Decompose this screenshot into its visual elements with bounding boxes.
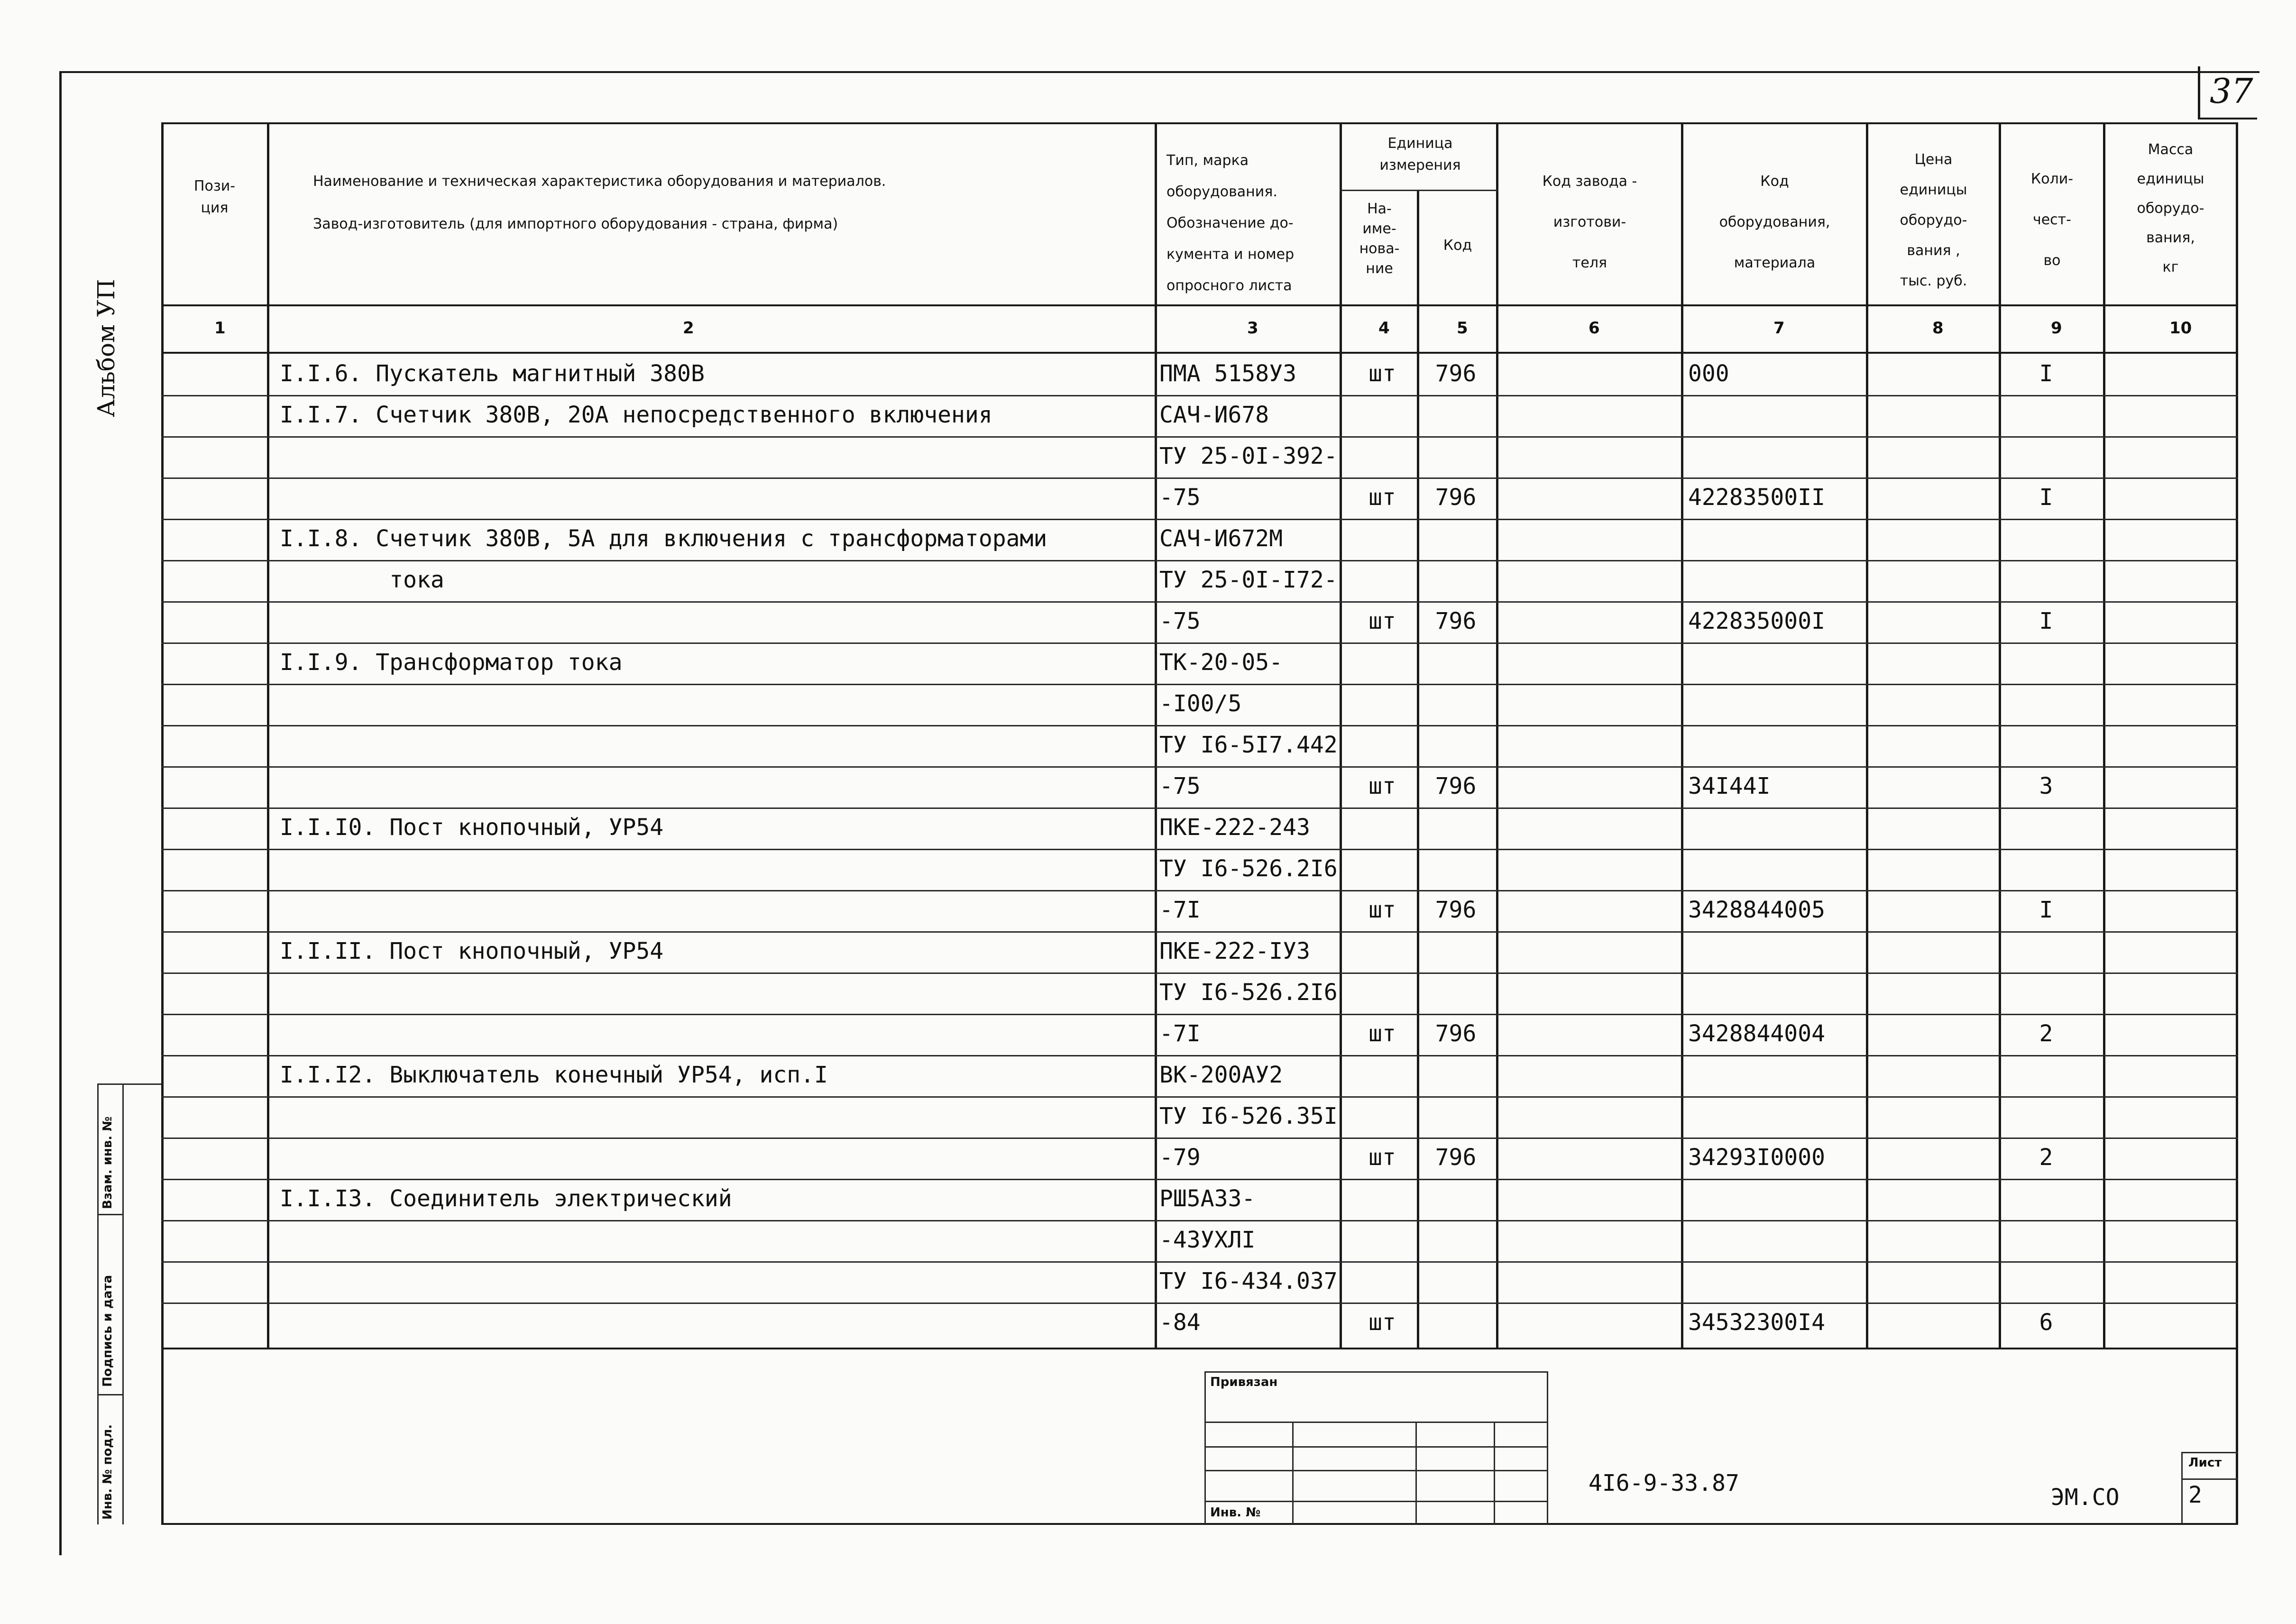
section-code: ЭМ.СО	[2051, 1484, 2120, 1511]
quantity-cell: I	[2039, 360, 2053, 387]
type-mark-cell: САЧ-И678	[1159, 402, 1269, 428]
stamp-inv-original: Инв. № подл.	[101, 1424, 115, 1520]
sheet-box-mid	[2181, 1478, 2238, 1480]
page-number-box-left	[2198, 66, 2200, 119]
type-mark-cell: ТУ 25-0I-I72-	[1159, 567, 1338, 593]
row-divider	[161, 1014, 2238, 1015]
stamp-replacement-inv: Взам. инв. №	[101, 1116, 115, 1209]
quantity-cell: 3	[2039, 773, 2053, 799]
tb-line-2	[1204, 1422, 1548, 1423]
row-divider	[161, 973, 2238, 974]
row-divider	[161, 1261, 2238, 1263]
type-mark-cell: -75	[1159, 608, 1201, 634]
item-name-cell: I.I.6. Пускатель магнитный 380В	[280, 360, 705, 387]
row-divider	[161, 519, 2238, 520]
col-divider-6	[1681, 122, 1683, 1349]
sheet-number: 2	[2188, 1482, 2202, 1508]
unit-code-cell: 796	[1435, 484, 1477, 511]
equipment-code-cell: 42283500II	[1688, 484, 1825, 511]
row-divider	[161, 1055, 2238, 1056]
unit-code-cell: 796	[1435, 897, 1477, 923]
header-factory-code: Код завода - изготови- теля	[1542, 173, 1637, 271]
row-divider	[161, 807, 2238, 809]
tb-line-top	[1204, 1371, 1548, 1373]
header-mass: Масса единицы оборудо- вания, кг	[2137, 141, 2204, 275]
item-name-cell: I.I.7. Счетчик 380В, 20А непосредственного включения	[280, 402, 992, 428]
header-bottom-border	[161, 304, 2238, 306]
unit-code-cell: 796	[1435, 608, 1477, 634]
col-divider-3	[1340, 122, 1342, 1349]
type-mark-cell: ТУ I6-526.2I6	[1159, 979, 1338, 1006]
type-mark-cell: ТК-20-05-	[1159, 649, 1283, 676]
header-quantity: Коли- чест- во	[2030, 171, 2074, 269]
row-divider	[161, 684, 2238, 685]
type-mark-cell: -I00/5	[1159, 690, 1242, 717]
row-divider	[161, 1138, 2238, 1139]
sheet-box-top	[2181, 1452, 2238, 1453]
col-divider-8	[1999, 122, 2001, 1349]
unit-name-cell: шт	[1368, 773, 1396, 799]
type-mark-cell: ТУ I6-434.037	[1159, 1268, 1338, 1294]
album-label: Альбом УП	[92, 279, 120, 417]
colnum-bottom-border	[161, 352, 2238, 354]
stamp-signature-date: Подпись и дата	[101, 1275, 115, 1387]
col-divider-2	[1155, 122, 1157, 1349]
tb-line-5	[1204, 1501, 1548, 1502]
quantity-cell: I	[2039, 897, 2053, 923]
equipment-code-cell: 34293I0000	[1688, 1144, 1825, 1171]
row-divider	[161, 436, 2238, 438]
row-divider	[161, 601, 2238, 603]
header-unit-code: Код	[1443, 237, 1472, 254]
type-mark-cell: -43УХЛI	[1159, 1227, 1256, 1253]
quantity-cell: 2	[2039, 1020, 2053, 1047]
type-mark-cell: ПМА 5158УЗ	[1159, 360, 1296, 387]
equipment-code-cell: 34I44I	[1688, 773, 1771, 799]
equipment-code-cell: 000	[1688, 360, 1729, 387]
side-stamp-left	[97, 1083, 99, 1524]
unit-name-cell: шт	[1368, 1309, 1396, 1336]
type-mark-cell: ПКЕ-222-243	[1159, 814, 1310, 841]
doc-code: 4I6-9-33.87	[1589, 1470, 1739, 1496]
unit-name-cell: шт	[1368, 360, 1396, 387]
unit-code-cell: 796	[1435, 773, 1477, 799]
item-name-cell: I.I.9. Трансформатор тока	[280, 649, 623, 676]
unit-name-cell: шт	[1368, 1144, 1396, 1171]
tb-vline-1	[1204, 1371, 1206, 1524]
unit-code-cell: 796	[1435, 1144, 1477, 1171]
table-left-border	[161, 122, 164, 1525]
type-mark-cell: -84	[1159, 1309, 1201, 1336]
col-divider-5	[1496, 122, 1498, 1349]
col-divider-7	[1866, 122, 1868, 1349]
quantity-cell: 6	[2039, 1309, 2053, 1336]
item-name-cell: I.I.8. Счетчик 380В, 5А для включения с трансформаторами	[280, 525, 1047, 552]
col-divider-1	[267, 122, 269, 1349]
type-mark-cell: -75	[1159, 773, 1201, 799]
table-bottom-border	[161, 1523, 2238, 1525]
rows-bottom-border	[161, 1348, 2238, 1349]
row-divider	[161, 477, 2238, 479]
tb-vline-4	[1494, 1422, 1495, 1524]
type-mark-cell: ТУ 25-0I-392-	[1159, 443, 1338, 469]
item-name-cell: тока	[280, 567, 444, 593]
type-mark-cell: -75	[1159, 484, 1201, 511]
row-divider	[161, 849, 2238, 850]
item-name-cell: I.I.II. Пост кнопочный, УР54	[280, 938, 664, 964]
unit-name-cell: шт	[1368, 1020, 1396, 1047]
row-divider	[161, 560, 2238, 561]
sheet-box-left	[2181, 1452, 2183, 1524]
unit-name-cell: шт	[1368, 897, 1396, 923]
type-mark-cell: ТУ I6-526.2I6	[1159, 855, 1338, 882]
page-number-box-bottom	[2198, 118, 2257, 119]
page-number: 37	[2210, 71, 2253, 111]
outer-frame-top	[59, 71, 2259, 73]
type-mark-cell: ТУ I6-526.35I	[1159, 1103, 1338, 1129]
type-mark-cell: -79	[1159, 1144, 1201, 1171]
header-unit-name: На- име- нова- ние	[1359, 201, 1400, 277]
type-mark-cell: -7I	[1159, 1020, 1201, 1047]
col-divider-9	[2103, 122, 2105, 1349]
unit-name-cell: шт	[1368, 608, 1396, 634]
type-mark-cell: САЧ-И672М	[1159, 525, 1283, 552]
type-mark-cell: ТУ I6-5I7.442	[1159, 732, 1338, 758]
item-name-cell: I.I.I2. Выключатель конечный УР54, исп.I	[280, 1062, 828, 1088]
unit-group-divider	[1340, 190, 1498, 191]
item-name-cell: I.I.I0. Пост кнопочный, УР54	[280, 814, 664, 841]
tb-line-4	[1204, 1470, 1548, 1471]
type-mark-cell: -7I	[1159, 897, 1201, 923]
row-divider	[161, 395, 2238, 396]
header-price: Цена единицы оборудо- вания , тыс. руб.	[1900, 151, 1967, 289]
equipment-code-cell: 34532300I4	[1688, 1309, 1825, 1336]
header-name: Наименование и техническая характеристика оборудования и материалов. Завод-изготовитель (для импортного оборудования - страна, фирма)	[313, 173, 886, 232]
equipment-code-cell: 422835000I	[1688, 608, 1825, 634]
row-divider	[161, 642, 2238, 644]
row-divider	[161, 725, 2238, 726]
type-mark-cell: ВК-200АУ2	[1159, 1062, 1283, 1088]
sheet-label: Лист	[2188, 1456, 2222, 1470]
row-divider	[161, 1303, 2238, 1304]
header-type: Тип, марка оборудования. Обозначение до- кумента и номер опросного листа	[1166, 152, 1295, 294]
table-right-border	[2236, 122, 2238, 1525]
row-divider	[161, 890, 2238, 891]
unit-code-cell: 796	[1435, 1020, 1477, 1047]
tb-vline-5	[1547, 1371, 1548, 1524]
col-divider-4	[1417, 191, 1419, 1349]
row-divider	[161, 766, 2238, 768]
unit-code-cell: 796	[1435, 360, 1477, 387]
equipment-code-cell: 3428844005	[1688, 897, 1825, 923]
tb-privyazan: Привязан	[1210, 1375, 1278, 1389]
side-stamp-mid	[122, 1083, 124, 1524]
tb-inv-no: Инв. №	[1210, 1505, 1261, 1520]
item-name-cell: I.I.I3. Соединитель электрический	[280, 1185, 732, 1212]
tb-vline-3	[1415, 1422, 1417, 1524]
quantity-cell: 2	[2039, 1144, 2053, 1171]
side-stamp-div1	[97, 1214, 124, 1215]
header-position: Пози- ция	[193, 178, 236, 216]
tb-line-3	[1204, 1446, 1548, 1448]
header-equipment-code: Код оборудования, материала	[1719, 173, 1830, 271]
row-divider	[161, 931, 2238, 933]
side-stamp-div2	[97, 1394, 124, 1395]
header-unit-group: Единица измерения	[1379, 135, 1461, 174]
equipment-code-cell: 3428844004	[1688, 1020, 1825, 1047]
quantity-cell: I	[2039, 484, 2053, 511]
type-mark-cell: ПКЕ-222-IУЗ	[1159, 938, 1310, 964]
side-stamp-top	[97, 1083, 162, 1085]
row-divider	[161, 1179, 2238, 1180]
table-top-border	[161, 122, 2238, 124]
outer-frame-left	[59, 71, 62, 1555]
row-divider	[161, 1220, 2238, 1221]
tb-vline-2	[1292, 1422, 1294, 1524]
unit-name-cell: шт	[1368, 484, 1396, 511]
row-divider	[161, 1096, 2238, 1098]
quantity-cell: I	[2039, 608, 2053, 634]
type-mark-cell: РШ5А33-	[1159, 1185, 1256, 1212]
